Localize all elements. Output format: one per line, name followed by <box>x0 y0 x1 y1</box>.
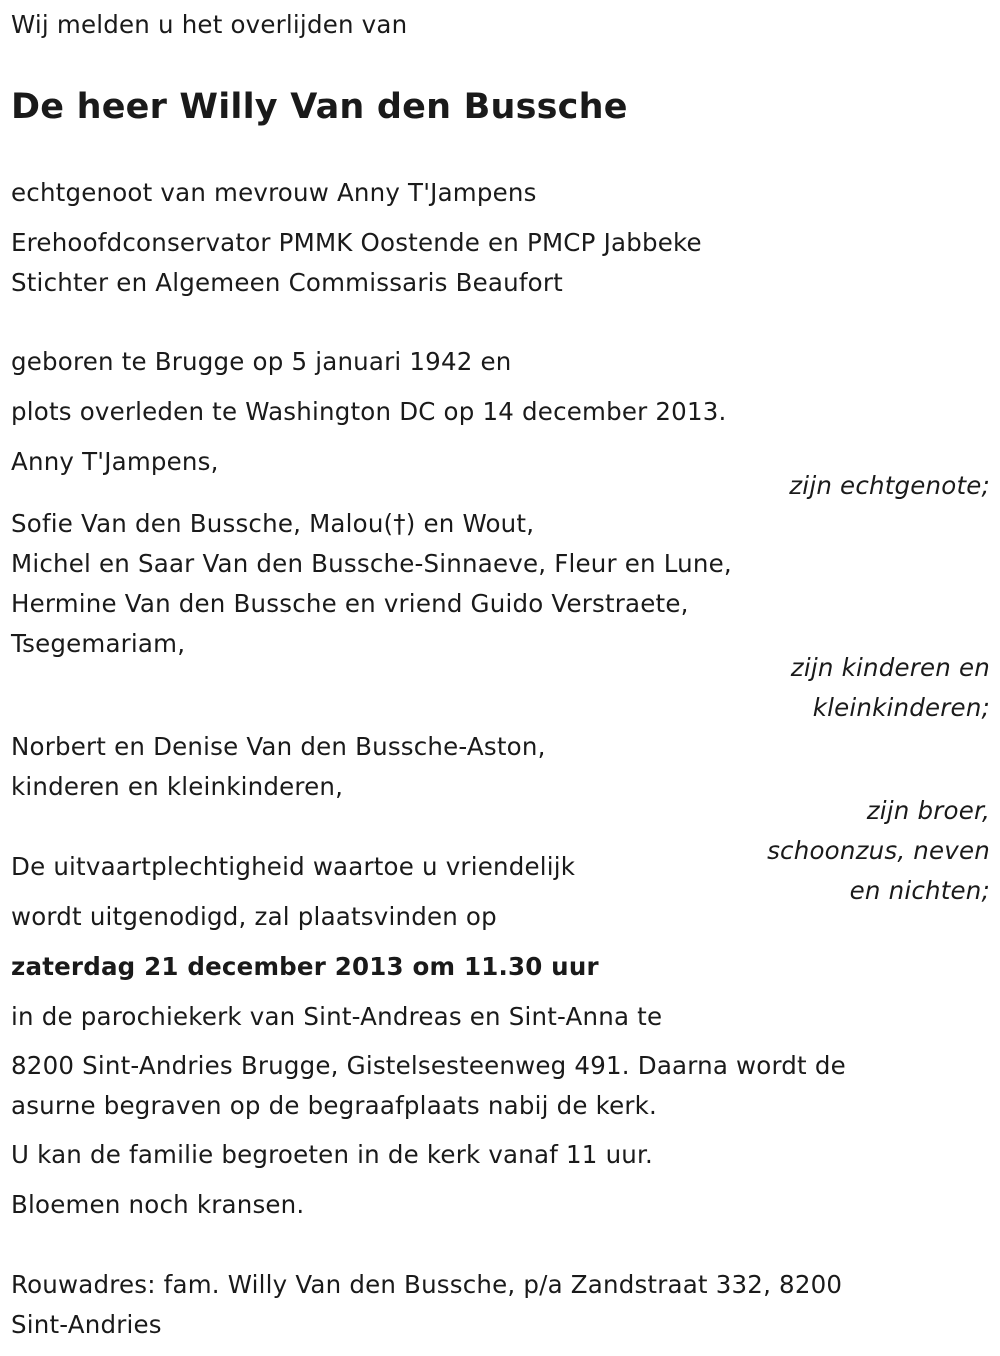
siblings-relation-1: zijn broer, <box>866 796 990 825</box>
sibling-line-2: kinderen en kleinkinderen, <box>11 772 344 801</box>
siblings-relation-3: en nichten; <box>849 876 990 905</box>
flowers-line: Bloemen noch kransen. <box>11 1190 305 1219</box>
intro-text: Wij melden u het overlijden van <box>11 10 408 39</box>
funeral-datetime: zaterdag 21 december 2013 om 11.30 uur <box>11 952 599 981</box>
deceased-name: De heer Willy Van den Bussche <box>11 87 628 127</box>
siblings-relation-2: schoonzus, neven <box>767 836 990 865</box>
title-line-2: Stichter en Algemeen Commissaris Beaufort <box>11 268 563 297</box>
contact-line-2: Sint-Andries <box>11 1310 162 1339</box>
child-line-1: Sofie Van den Bussche, Malou(†) en Wout, <box>11 509 535 538</box>
sibling-line-1: Norbert en Denise Van den Bussche-Aston, <box>11 732 546 761</box>
contact-line-1: Rouwadres: fam. Willy Van den Bussche, p/a Zandstraat 332, 8200 <box>11 1270 843 1299</box>
death-line: plots overleden te Washington DC op 14 december 2013. <box>11 397 727 426</box>
child-line-3: Hermine Van den Bussche en vriend Guido Verstraete, <box>11 589 689 618</box>
children-relation-1: zijn kinderen en <box>790 653 990 682</box>
title-line-1: Erehoofdconservator PMMK Oostende en PMCP Jabbeke <box>11 228 702 257</box>
invite-line-1: De uitvaartplechtigheid waartoe u vriendelijk <box>11 852 576 881</box>
church-line: in de parochiekerk van Sint-Andreas en Sint-Anna te <box>11 1002 663 1031</box>
invite-line-2: wordt uitgenodigd, zal plaatsvinden op <box>11 902 497 931</box>
birth-line: geboren te Brugge op 5 januari 1942 en <box>11 347 512 376</box>
children-relation-2: kleinkinderen; <box>812 693 990 722</box>
address-line-1: 8200 Sint-Andries Brugge, Gistelsesteenweg 491. Daarna wordt de <box>11 1051 846 1080</box>
address-line-2: asurne begraven op de begraafplaats nabij de kerk. <box>11 1091 658 1120</box>
spouse-name: Anny T'Jampens, <box>11 447 219 476</box>
visit-line: U kan de familie begroeten in de kerk vanaf 11 uur. <box>11 1140 654 1169</box>
spouse-line: echtgenoot van mevrouw Anny T'Jampens <box>11 178 537 207</box>
child-line-2: Michel en Saar Van den Bussche-Sinnaeve, Fleur en Lune, <box>11 549 732 578</box>
child-line-4: Tsegemariam, <box>11 629 186 658</box>
spouse-relation: zijn echtgenote; <box>789 471 990 500</box>
